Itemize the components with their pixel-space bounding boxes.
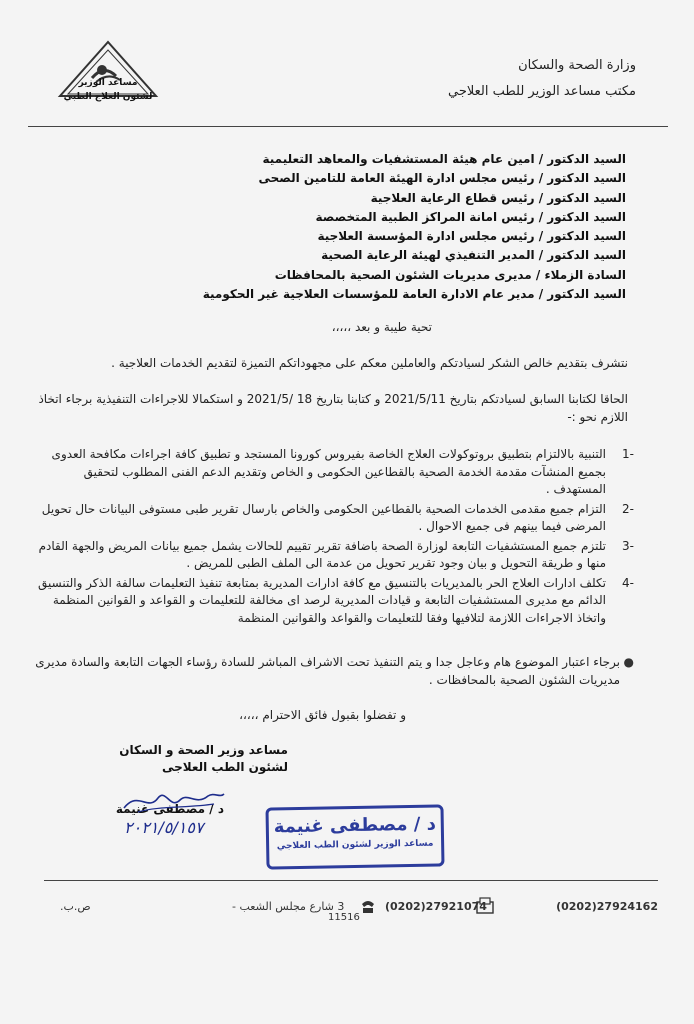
footer-phone-1: (0202)27924162 [556, 900, 658, 913]
action-item [34, 446, 634, 499]
stamp-name: د / مصطفى غنيمة [273, 813, 437, 838]
thanks-paragraph: نتشرف بتقديم خالص الشكر لسيادتكم والعاملين معكم على مجهوداتكم التميزة لتقديم الخدمات العلاجية . [111, 356, 628, 370]
recipient-line: السيد الدكتور / رئيس قطاع الرعاية العلاجية [370, 190, 626, 205]
item-text: تلتزم جميع المستشفيات التابعة لوزارة الصحة باضافة تقرير تقييم للحالات يشمل جميع بيانات المريض والجهة القادم منها و طريقة التحويل و بيان وجود تقرير تحويل من عدمة الى الملف الطبى للمريض . [38, 538, 606, 570]
footer-address: 3 شارع مجلس الشعب - [232, 900, 345, 913]
action-item [34, 538, 634, 573]
logo-line-1: مساعد الوزير [78, 78, 138, 88]
recipient-list [46, 150, 626, 304]
item-number: -4 [622, 575, 634, 590]
recipient-line: السيد الدكتور / رئيس مجلس ادارة المؤسسة العلاجية [317, 229, 626, 244]
recipient-line: السيد الدكتور / مدير عام الادارة العامة للمؤسسات العلاجية غير الحكومية [202, 287, 626, 302]
recipient-line: السيد الدكتور / رئيس مجلس ادارة الهيئة العامة للتامين الصحى [258, 171, 626, 186]
greeting: تحية طيبة و بعد ،،،،، [331, 320, 432, 334]
official-stamp [265, 804, 444, 869]
action-item [34, 501, 634, 536]
action-items [34, 446, 634, 629]
footer-divider [44, 880, 658, 881]
footer-pobox: ص.ب. [60, 900, 91, 913]
office-name: مكتب مساعد الوزير للطب العلاجي [448, 84, 636, 99]
item-number: -1 [622, 447, 634, 461]
recipient-line: السادة الزملاء / مديرى مديريات الشئون الصحية بالمحافظات [274, 267, 626, 282]
urgent-note: برجاء اعتبار الموضوع هام وعاجل جدا و يتم التنفيذ تحت الاشراف المباشر للسادة رؤساء الجهات التابعة والسادة مديرى مديريات الشئون الصحية بالمحافظات . [35, 655, 620, 687]
signature-date: ٢٠٢١/٥/١٥٧ [124, 818, 204, 837]
signature-block [38, 742, 288, 776]
logo-line-2: لشئون العلاج الطبي [63, 92, 153, 102]
item-text: تكلف ادارات العلاج الحر بالمديريات بالتنسيق مع كافة ادارات المديرية بمتابعة تنفيذ التعليمات سالفة الذكر والتنسيق الدائم مع مديرى المستشفيات التابعة و قيادات المديرية لرصد اى مخالفة للتعليمات و القواعد و القوانين المنظمة واتخاذ الاجراءات اللازمة لتلافيها وفقا للتعليمات والقواعد والقوانين المنظمة [38, 575, 606, 625]
postal-code: 11516 [328, 912, 360, 923]
phone-icon [358, 896, 378, 916]
recipient-line: السيد الدكتور / رئيس امانة المراكز الطبية المتخصصة [315, 209, 626, 224]
footer-phone-2: (0202)27921074 [385, 900, 487, 913]
handwritten-signature [115, 786, 228, 816]
item-text: التزام جميع مقدمى الخدمات الصحية بالقطاعين الحكومى والخاص بارسال تقرير طبى مستوفى البيانات حال تحويل المرضى فيما بينهم فى جميع الاحوال . [41, 501, 606, 533]
bullet-icon: ● [623, 655, 634, 669]
item-text: التنبية بالالتزام بتطبيق بروتوكولات العلاج الخاصة بفيروس كورونا المستجد و تطبيق كافة اجراءات مكافحة العدوى بجميع المنشآت مقدمة الخدمة الصحية بالقطاعين الحكومى و الخاص وتقديم الدعم الفنى المطلوب لتحقيق المستهدف . [51, 447, 606, 496]
item-number: -2 [622, 501, 634, 516]
signer-name: د / مصطفى غنيمة [115, 802, 224, 816]
signer-title: مساعد وزير الصحة و السكان [119, 743, 288, 757]
signer-department: لشئون الطب العلاجى [161, 760, 288, 774]
action-item [34, 575, 634, 628]
header-divider [28, 126, 668, 127]
recipient-line: السيد الدكتور / المدير التنفيذي لهيئة الرعاية الصحية [321, 248, 626, 263]
ministry-name: وزارة الصحة والسكان [518, 58, 636, 73]
item-number: -3 [622, 538, 634, 553]
recipient-line: السيد الدكتور / امين عام هيئة المستشفيات والمعاهد التعليمية [262, 152, 626, 166]
reference-paragraph: الحاقا لكتابنا السابق لسيادتكم بتاريخ 2021/5/11 و كتابنا بتاريخ 18 /2021/5 و استكمالا للاجراءات التنفيذية برجاء اتخاذ اللازم نحو :- [38, 392, 628, 424]
closing-line: و تفضلوا بقبول فائق الاحترام ،،،،، [239, 708, 406, 722]
stamp-title: مساعد الوزير لشئون الطب العلاجي [276, 838, 434, 852]
